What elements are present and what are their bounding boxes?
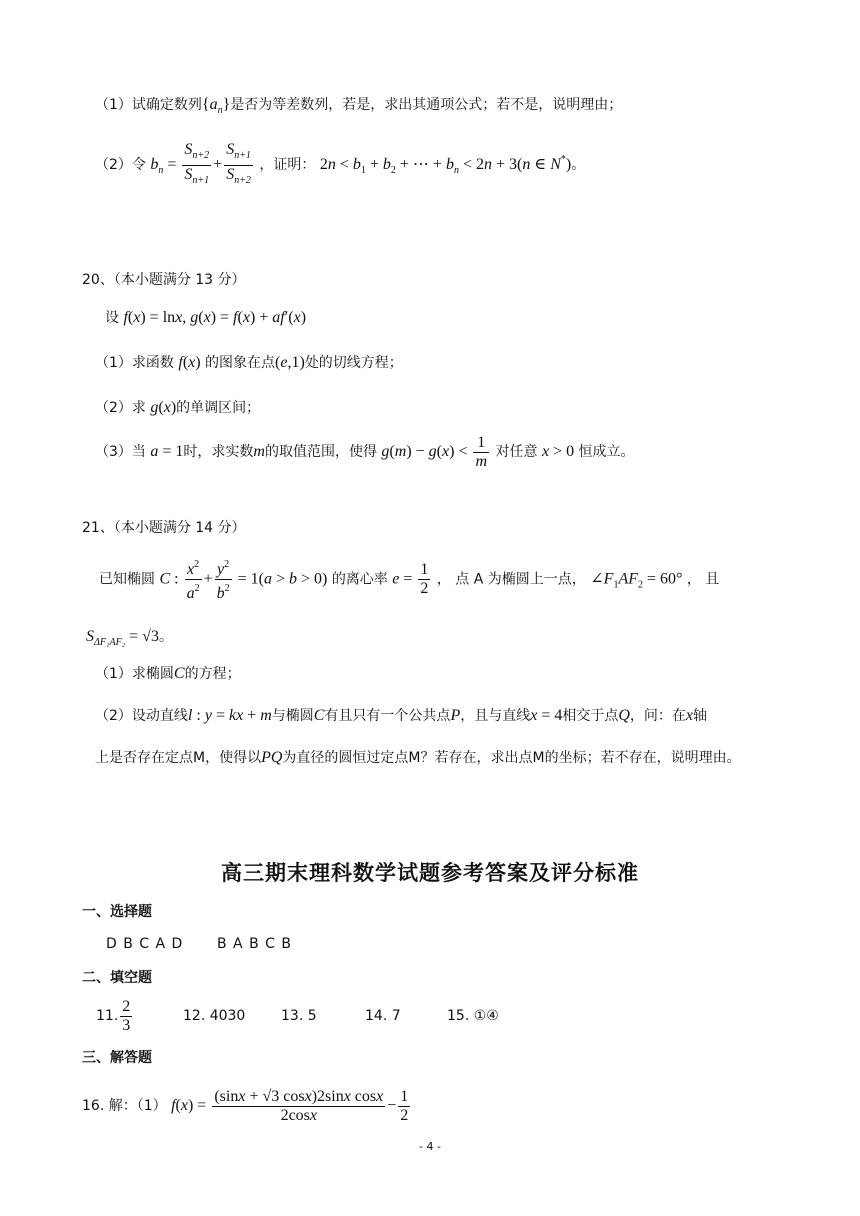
fraction: $\frac{1}{2}$ [420, 561, 429, 597]
q20-part3: （3）当 a = 1时，求实数m的取值范围，使得 g(m) − g(x) < $\frac{1}{m}$ 对任意 x > 0 恒成立。 [95, 433, 635, 470]
fraction: $\frac{1}{m}$ [475, 433, 488, 470]
q19-part2: （2）令 $b_n$ = $\frac{S_{n+2}}{S_{n+1}}$ + $\frac{S_{n+1}}{S_{n+2}}$ ，证明： $2n < b_1 + b_2$ + ⋯ + $b_n < 2n + 3(n$ ∈ N*)。 [95, 140, 585, 191]
fraction: $\frac{1}{2}$ [400, 1087, 409, 1124]
fill-answers: 11. $\frac{2}{3}$ [96, 997, 131, 1034]
q21-part1: （1）求椭圆C的方程； [95, 665, 241, 682]
q21-part2: （2）设动直线l : y = kx + m与椭圆C有且只有一个公共点P，且与直线x = 4相交于点Q，问：在x轴 [95, 707, 708, 724]
section-solve: 三、解答题 [82, 1050, 152, 1066]
fraction: $\frac{2}{3}$ [122, 997, 131, 1034]
q20-intro: 设 f(x) = lnx, g(x) = f(x) + af′(x) [105, 309, 307, 326]
q21-part2-cont: 上是否存在定点M，使得以PQ为直径的圆恒过定点M？若存在，求出点M的坐标；若不存在，说明理由。 [95, 749, 741, 766]
section-choice: 一、选择题 [82, 904, 152, 920]
choice-answers-a: D B C A D [106, 936, 184, 952]
q21-intro: 已知椭圆 C : $\frac{x^2}{a^2}$ + $\frac{y^2}{b^2}$ = 1(a > b > 0) 的离心率 e = $\frac{1}{2}$ ， 点 A 为椭圆上一点， $\angle F_1AF_2 = 60^\circ$ ， 且 [99, 556, 719, 608]
q20-title: 20、（本小题满分 13 分） [82, 272, 246, 288]
page-number: - 4 - [419, 1140, 441, 1153]
fraction: $\frac{S_{n+2}}{S_{n+1}}$ [184, 140, 210, 186]
answer-12: 12. 4030 [183, 1008, 246, 1024]
choice-answers-b: B A B C B [217, 936, 292, 952]
answer-14: 14. 7 [365, 1008, 401, 1024]
fraction: $\frac{x^2}{a^2}$ [185, 556, 202, 603]
solution-16: 16. 解：（1） f(x) = $\frac{\text{(sinx + √3 cosx)2sinx cosx}}{2\cos x}$ − $\frac{1}{2}$ [82, 1087, 409, 1124]
answer-13: 13. 5 [281, 1008, 317, 1024]
section-fill: 二、填空题 [82, 970, 152, 986]
answer-15: 15. ①④ [447, 1008, 499, 1024]
fraction: $\frac{\text{(sinx + √3 cosx)2sinx cosx}}{2\cos x}$ [214, 1087, 384, 1124]
fraction: $\frac{S_{n+1}}{S_{n+2}}$ [226, 140, 251, 186]
q19-part1: （1）试确定数列$\{a_n\}$是否为等差数列，若是，求出其通项公式；若不是，说明理由； [95, 96, 623, 116]
q21-title: 21、（本小题满分 14 分） [82, 520, 246, 536]
answers-heading: 高三期末理科数学试题参考答案及评分标准 [221, 861, 639, 885]
q20-part1: （1）求函数 f(x) 的图象在点(e,1)处的切线方程； [95, 354, 403, 371]
q20-part2: （2）求 g(x)的单调区间； [95, 399, 261, 416]
q21-area: $S_{\Delta F_1AF_2} = √3$。 [86, 628, 173, 648]
fraction: $\frac{y^2}{b^2}$ [215, 556, 232, 603]
